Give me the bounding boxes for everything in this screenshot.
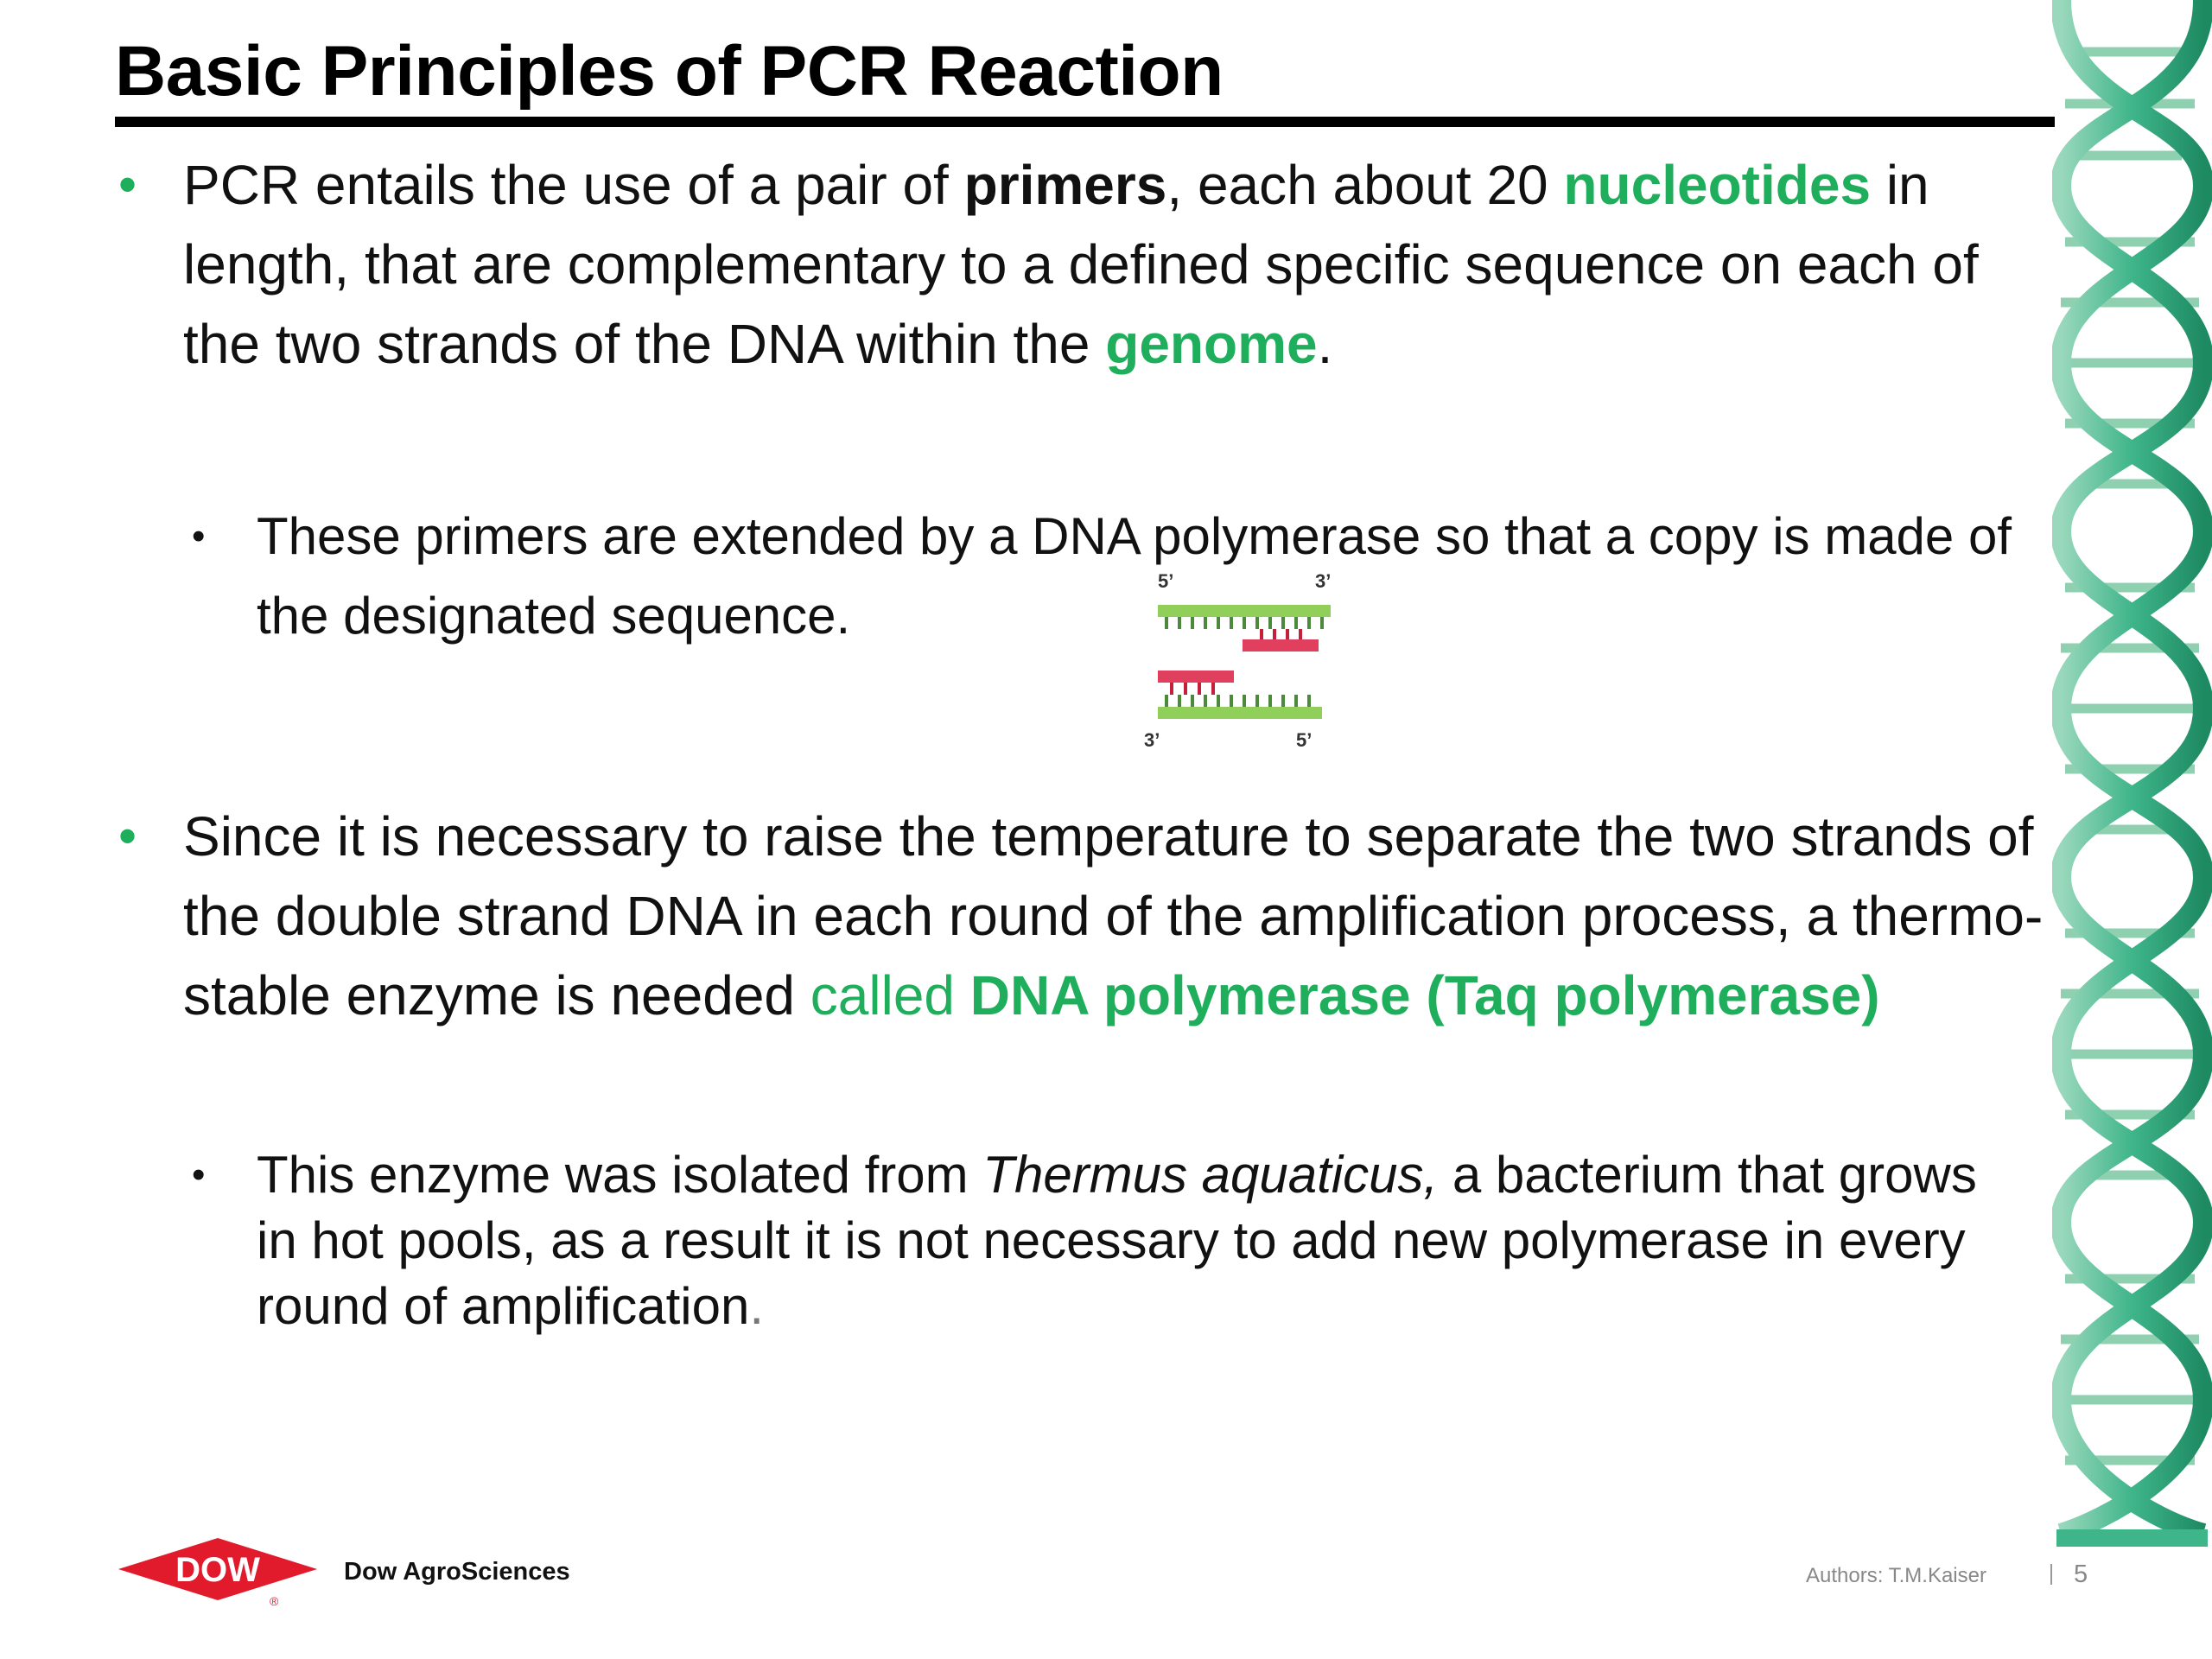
bullet-text: in length, that are complementary to a defined specific sequence on each of the two strands of the DNA within the [183,154,1979,375]
label-bottom-left: 3’ [1144,729,1160,751]
subbullet-text: a bacterium that grows in hot pools, as a result it is not necessary to add new polymerase in every round of amplification [257,1146,1977,1335]
primer-top [1243,629,1319,652]
bullet-text-called: called [810,964,970,1027]
page-number: 5 [2074,1560,2088,1588]
term-thermus-aquaticus: Thermus aquaticus, [982,1146,1439,1204]
dna-helix-icon [2052,0,2212,1547]
top-template-strand [1158,605,1331,629]
term-nucleotides: nucleotides [1563,154,1872,216]
bullet-taq [118,797,2050,1035]
subbullet-text: This enzyme was isolated from [257,1146,983,1204]
subbullet-marker: • [192,1154,206,1196]
subbullet-marker: • [192,515,206,557]
label-top-right: 3’ [1315,570,1332,592]
subbullet-text: These primers are extended by a DNA polymerase so that a copy is made of the designated sequence. [257,507,2012,645]
bullet-text: Since it is necessary to raise the temperature to separate the two strands of the double strand DNA in each round of the amplification process, a thermo-stable enzyme is needed [183,805,2044,1027]
helix-base [2056,1529,2208,1547]
bullet-marker: • [118,807,137,865]
bullet-text: , each about 20 [1166,154,1564,216]
term-taq-polymerase: DNA polymerase (Taq polymerase) [969,964,1880,1027]
dow-diamond-logo [118,1538,326,1607]
label-bottom-right: 5’ [1296,729,1313,751]
slide-title: Basic Principles of PCR Reaction [115,32,1224,111]
bullet-text: PCR entails the use of a pair of [183,154,964,216]
bottom-template-strand [1158,695,1322,719]
primer-bottom [1158,671,1234,695]
subbullet-thermus [192,1142,2028,1339]
primer-annealing-diagram [1141,569,1348,759]
footer-authors: Authors: T.M.Kaiser [1806,1564,1986,1587]
bullet-text: . [1317,313,1333,375]
term-genome: genome [1105,313,1318,375]
logo-text: DOW [175,1551,260,1589]
title-underline [115,117,2055,127]
brand-name: Dow AgroSciences [344,1558,570,1586]
subbullet-period: . [749,1277,764,1335]
bullet-marker: • [118,156,137,213]
footer-separator [2050,1564,2052,1585]
logo-registered-mark: ® [270,1594,279,1607]
term-primers: primers [963,154,1167,216]
label-top-left: 5’ [1158,570,1174,592]
bullet-primers [118,145,2050,384]
